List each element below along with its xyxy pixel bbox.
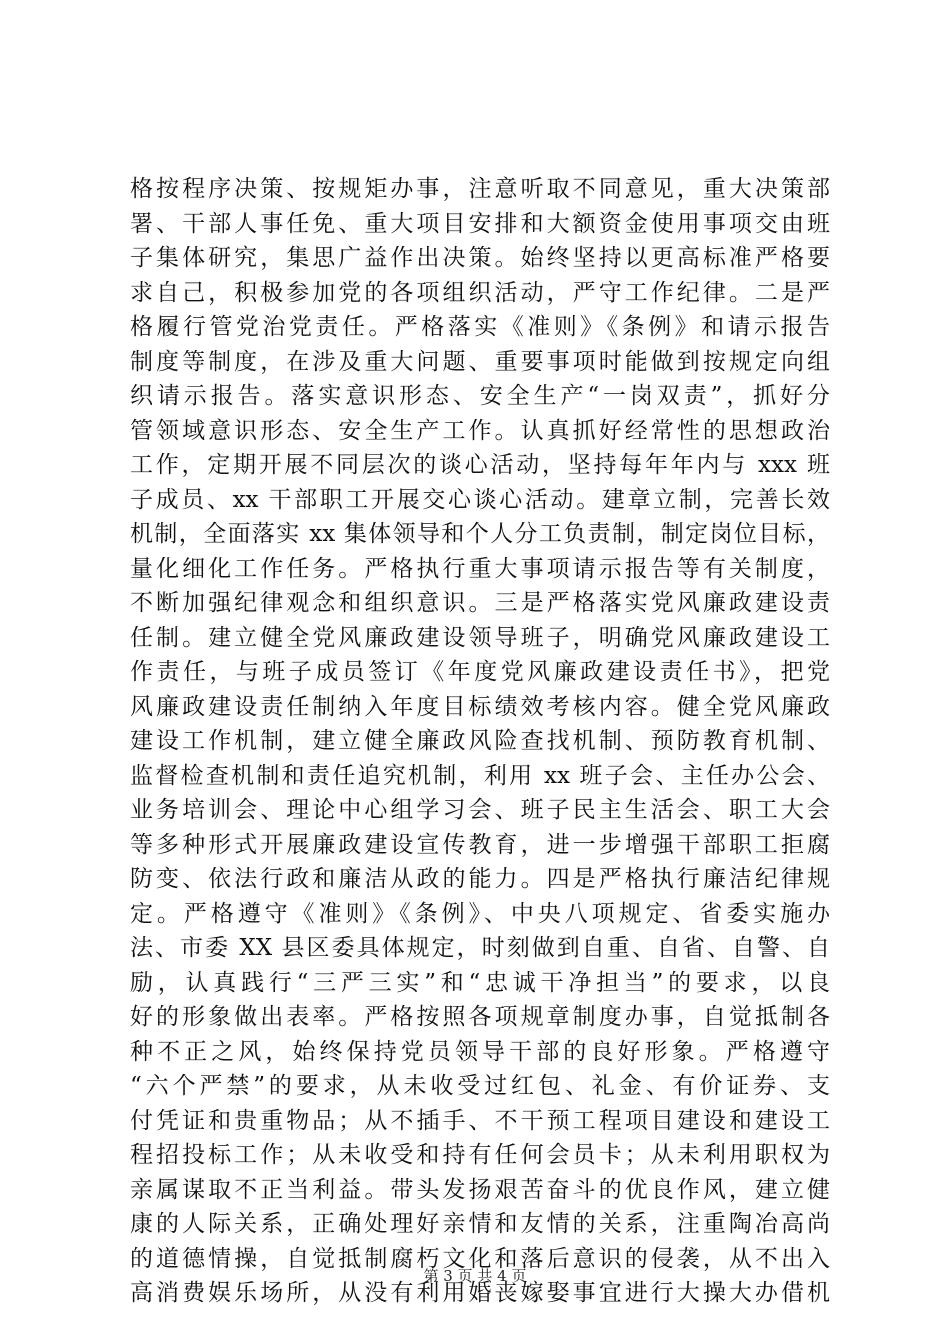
text-line: 程招投标工作；从未收受和持有任何会员卡；从未利用职权为 — [130, 1142, 830, 1168]
text-line: 业务培训会、理论中心组学习会、班子民主生活会、职工大会 — [130, 797, 830, 823]
text-line: 的道德情操，自觉抵制腐朽文化和落后意识的侵袭，从不出入 — [130, 1245, 830, 1272]
text-line: “六个严禁”的要求，从未收受过红包、礼金、有价证券、支 — [130, 1073, 830, 1099]
text-line: 不断加强纪律观念和组织意识。三是严格落实党风廉政建设责 — [130, 590, 830, 616]
text-line: 防变、依法行政和廉洁从政的能力。四是严格执行廉洁纪律规 — [130, 866, 830, 892]
text-line: 风廉政建设责任制纳入年度目标绩效考核内容。健全党风廉政 — [130, 693, 830, 720]
text-line: 格按程序决策、按规矩办事，注意听取不同意见，重大决策部 — [130, 176, 830, 202]
text-line: 定。严格遵守《准则》《条例》、中央八项规定、省委实施办 — [130, 900, 830, 927]
text-line: 种不正之风，始终保持党员领导干部的良好形象。严格遵守 — [130, 1038, 830, 1065]
text-line: 制度等制度，在涉及重大问题、重要事项时能做到按规定向组 — [130, 348, 830, 375]
body-text — [130, 172, 830, 1311]
text-line: 子集体研究，集思广益作出决策。始终坚持以更高标准严格要 — [130, 245, 830, 271]
text-line: 好的形象做出表率。严格按照各项规章制度办事，自觉抵制各 — [130, 1004, 830, 1030]
text-line: 付凭证和贵重物品；从不插手、不干预工程项目建设和建设工 — [130, 1107, 830, 1134]
text-line: 量化细化工作任务。严格执行重大事项请示报告等有关制度， — [130, 555, 830, 582]
text-line: 法、市委 XX 县区委具体规定，时刻做到自重、自省、自警、自 — [130, 935, 830, 961]
text-line: 高消费娱乐场所，从没有利用婚丧嫁娶事宜进行大操大办借机 — [130, 1280, 830, 1306]
text-line: 工作，定期开展不同层次的谈心活动，坚持每年年内与 xxx 班 — [130, 452, 830, 478]
page-number-footer: 第 3 页 共 4 页 — [423, 1267, 527, 1285]
text-line: 励，认真践行“三严三实”和“忠诚干净担当”的要求，以良 — [130, 969, 830, 996]
text-line: 管领域意识形态、安全生产工作。认真抓好经常性的思想政治 — [130, 417, 830, 444]
text-line: 求自己，积极参加党的各项组织活动，严守工作纪律。二是严 — [130, 279, 830, 306]
text-line: 署、干部人事任免、重大项目安排和大额资金使用事项交由班 — [130, 210, 830, 237]
text-line: 任制。建立健全党风廉政建设领导班子，明确党风廉政建设工 — [130, 624, 830, 651]
text-line: 等多种形式开展廉政建设宣传教育，进一步增强干部职工拒腐 — [130, 831, 830, 858]
text-line: 子成员、xx 干部职工开展交心谈心活动。建章立制，完善长效 — [130, 486, 830, 513]
text-line: 康的人际关系，正确处理好亲情和友情的关系，注重陶冶高尚 — [130, 1211, 830, 1237]
text-line: 织请示报告。落实意识形态、安全生产“一岗双责”，抓好分 — [130, 383, 830, 409]
text-line: 监督检查机制和责任追究机制，利用 xx 班子会、主任办公会、 — [130, 762, 830, 789]
text-line: 亲属谋取不正当利益。带头发扬艰苦奋斗的优良作风，建立健 — [130, 1176, 830, 1203]
text-line: 建设工作机制，建立健全廉政风险查找机制、预防教育机制、 — [130, 728, 830, 754]
text-line: 格履行管党治党责任。严格落实《准则》《条例》和请示报告 — [130, 314, 830, 340]
text-line: 作责任，与班子成员签订《年度党风廉政建设责任书》，把党 — [130, 659, 830, 685]
text-line: 机制，全面落实 xx 集体领导和个人分工负责制，制定岗位目标， — [130, 521, 830, 547]
